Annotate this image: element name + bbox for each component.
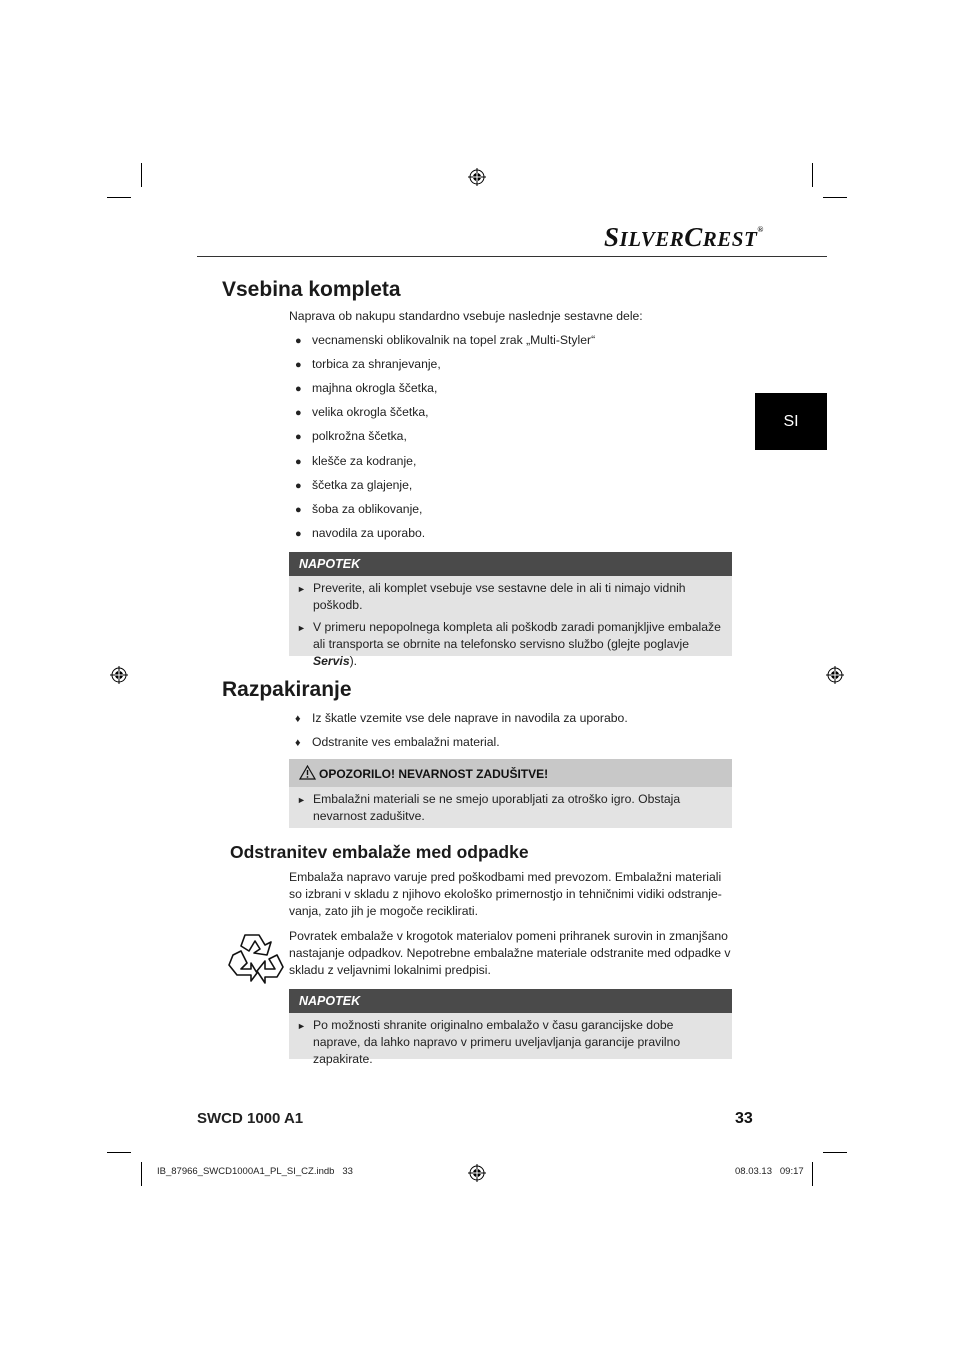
crop-mark: [141, 1162, 142, 1186]
warning-box: [289, 759, 732, 828]
warning-heading: OPOZORILO! NEVARNOST ZADUŠITVE!: [289, 759, 732, 787]
list-item: ● ščetka za glajenje,: [295, 477, 412, 495]
warning-triangle-icon: [299, 765, 316, 780]
arrow-icon: ►: [297, 1021, 306, 1031]
registration-mark-icon: [468, 168, 486, 186]
list-item: ● polkrožna ščetka,: [295, 428, 407, 446]
section-title: Vsebina kompleta: [222, 278, 401, 301]
crop-mark: [812, 163, 813, 187]
print-slug-file: IB_87966_SWCD1000A1_PL_SI_CZ.indb 33: [157, 1166, 353, 1177]
registration-mark-icon: [826, 666, 844, 684]
diamond-icon: ♦: [295, 713, 301, 725]
crop-mark: [141, 163, 142, 187]
section-title: Razpakiranje: [222, 678, 352, 701]
arrow-icon: ►: [297, 623, 306, 633]
bullet-icon: ●: [295, 456, 302, 468]
arrow-icon: ►: [297, 584, 306, 594]
note-item: ► Preverite, ali komplet vsebuje vse sestavne dele in ali ti nimajo vidnih poškodb.: [297, 581, 686, 612]
list-item: ● velika okrogla ščetka,: [295, 404, 429, 422]
bullet-icon: ●: [295, 407, 302, 419]
bullet-icon: ●: [295, 359, 302, 371]
crop-mark: [107, 1152, 131, 1153]
arrow-icon: ►: [297, 795, 306, 805]
intro-text: Naprava ob nakupu standardno vsebuje naslednje sestavne dele:: [289, 309, 643, 323]
warning-item: ► Embalažni materiali se ne smejo uporabljati za otroško igro. Obstaja nevarnost zadušitve.: [297, 792, 681, 823]
brand-logo: SILVERCREST®: [604, 222, 764, 252]
language-tab: SI: [755, 393, 827, 450]
bullet-icon: ●: [295, 335, 302, 347]
print-slug-date: 08.03.13 09:17: [735, 1166, 804, 1177]
subsection-title: Odstranitev embalaže med odpadke: [230, 842, 529, 862]
paragraph: Embalaža napravo varuje pred poškodbami med prevozom. Embalažni materiali so izbrani v skladu z njihovo ekološko primernostjo in tehničnimi vidiki odstranjevanja, zato jih je mogoče reciklirati.: [289, 870, 722, 918]
list-item: ● šoba za oblikovanje,: [295, 501, 422, 519]
list-item: ● majhna okrogla ščetka,: [295, 380, 437, 398]
bullet-icon: ●: [295, 383, 302, 395]
list-item: ● klešče za kodranje,: [295, 453, 416, 471]
crop-mark: [812, 1162, 813, 1186]
header-rule: [197, 256, 827, 257]
bullet-icon: ●: [295, 528, 302, 540]
note-item: ► Po možnosti shranite originalno embalažo v času garancijske dobe naprave, da lahko napravo v primeru uveljavljanja garancije pravilno zapakirate.: [297, 1018, 681, 1066]
paragraph: Povratek embalaže v krogotok materialov pomeni prihranek surovin in zmanjšano nastajanje odpadkov. Nepotrebne embalažne materiale odstranite med odpadke v skladu z veljavnimi lokalnimi predpisi.: [289, 929, 731, 977]
crop-mark: [823, 1152, 847, 1153]
list-item: ♦ Odstranite ves embalažni material.: [295, 734, 500, 752]
crop-mark: [823, 197, 847, 198]
diamond-icon: ♦: [295, 737, 301, 749]
list-item: ● navodila za uporabo.: [295, 525, 425, 543]
recycle-icon: [227, 929, 285, 985]
list-item: ♦ Iz škatle vzemite vse dele naprave in navodila za uporabo.: [295, 710, 628, 728]
note-box: [289, 552, 732, 668]
page-number: 33: [735, 1110, 753, 1127]
registration-mark-icon: [468, 1164, 486, 1182]
crop-mark: [107, 197, 131, 198]
note-box: [289, 989, 732, 1066]
bullet-icon: ●: [295, 431, 302, 443]
note-item: ► V primeru nepopolnega kompleta ali poškodb zaradi pomanjkljive embalaže ali transporta se obrnite na telefonsko servisno službo (glejte poglavje Servis).: [297, 620, 721, 668]
note-heading: NAPOTEK: [289, 552, 732, 576]
bullet-icon: ●: [295, 504, 302, 516]
bullet-icon: ●: [295, 480, 302, 492]
registration-mark-icon: [110, 666, 128, 684]
note-heading: NAPOTEK: [289, 989, 732, 1013]
model-number: SWCD 1000 A1: [197, 1110, 304, 1127]
list-item: ● torbica za shranjevanje,: [295, 356, 441, 374]
list-item: ● vecnamenski oblikovalnik na topel zrak „Multi-Styler“: [295, 332, 595, 350]
